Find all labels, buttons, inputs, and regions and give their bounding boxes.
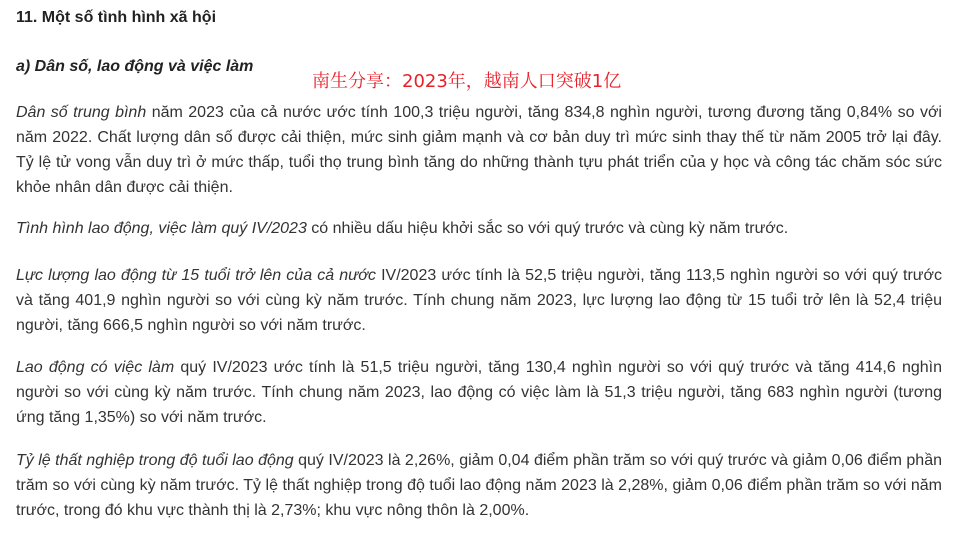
paragraph-lead: Lao động có việc làm	[16, 359, 175, 376]
paragraph-body: IV/2023 ước tính là 52,5 triệu người, tăng 113,5 nghìn người so với quý trước và tăng 401,9 nghìn người so với cùng kỳ năm trước. Tính chung năm 2023, lực lượng lao động từ 15 tuổi trở lên là 52,4 triệu người, tăng 666,5 nghìn người so với năm trước.	[16, 267, 942, 334]
paragraph-unemployment-rate	[16, 448, 942, 523]
section-title: 11. Một số tình hình xã hội	[16, 9, 217, 26]
paragraph-body: quý IV/2023 ước tính là 51,5 triệu người, tăng 130,4 nghìn người so với quý trước và tăng 414,6 nghìn người so với cùng kỳ năm trước. Tính chung năm 2023, lao động có việc làm là 51,3 triệu người, tăng 683 nghìn người (tương ứng tăng 1,35%) so với năm trước.	[16, 359, 942, 426]
paragraph-lead: Dân số trung bình	[16, 104, 147, 121]
paragraph-body: có nhiều dấu hiệu khởi sắc so với quý trước và cùng kỳ năm trước.	[306, 220, 789, 237]
paragraph-body: quý IV/2023 là 2,26%, giảm 0,04 điểm phần trăm so với quý trước và giảm 0,06 điểm phần trăm so với cùng kỳ năm trước. Tỷ lệ thất nghiệp trong độ tuổi lao động năm 2023 là 2,28%, giảm 0,06 điểm phần trăm so với năm trước, trong đó khu vực thành thị là 2,73%; khu vực nông thôn là 2,00%.	[16, 452, 943, 519]
subsection-title: a) Dân số, lao động và việc làm	[16, 58, 254, 75]
paragraph-lead: Lực lượng lao động từ 15 tuổi trở lên của cả nước	[16, 267, 376, 284]
watermark-caption: 南生分享：2023年，越南人口突破1亿	[312, 71, 622, 92]
paragraph-population	[16, 100, 942, 200]
paragraph-labor-force	[16, 263, 942, 338]
paragraph-body: năm 2023 của cả nước ước tính 100,3 triệu người, tăng 834,8 nghìn người, tương đương tăng 0,84% so với năm 2022. Chất lượng dân số được cải thiện, mức sinh giảm mạnh và cơ bản duy trì mức sinh thay thế từ năm 2005 trở lại đây. Tỷ lệ tử vong vẫn duy trì ở mức thấp, tuổi thọ trung bình tăng do những thành tựu phát triển của y học và công tác chăm sóc sức khỏe nhân dân được cải thiện.	[16, 104, 942, 196]
paragraph-employed-labor	[16, 355, 942, 430]
paragraph-lead: Tỷ lệ thất nghiệp trong độ tuổi lao động	[16, 452, 294, 469]
paragraph-lead: Tình hình lao động, việc làm quý IV/2023	[16, 220, 307, 237]
paragraph-labor-situation	[16, 216, 942, 241]
